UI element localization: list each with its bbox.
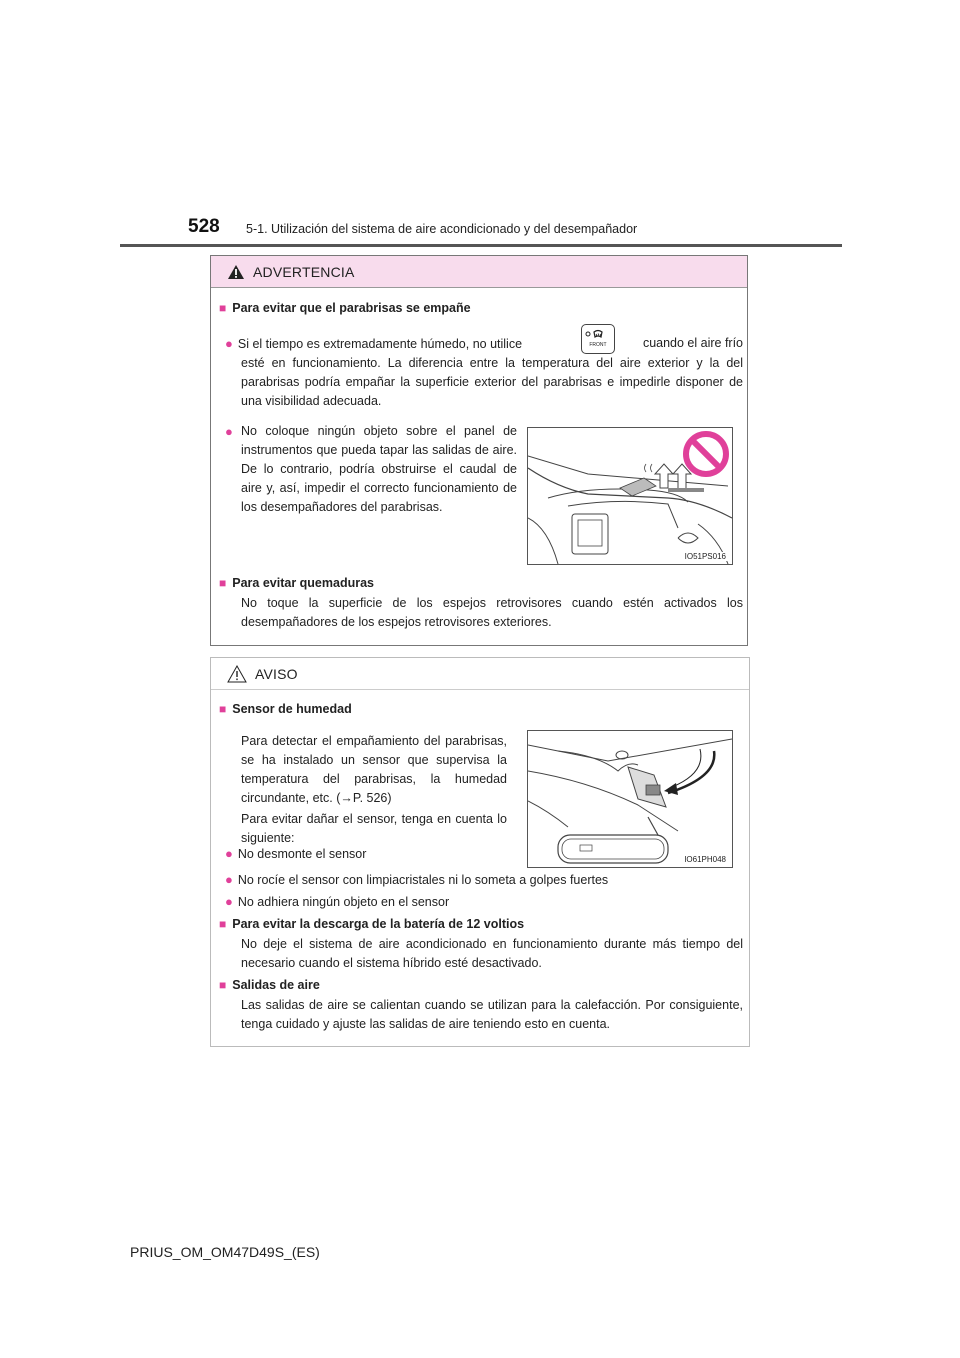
square-bullet-icon: ■ (219, 301, 227, 315)
battery-text: No deje el sistema de aire acondicionado en funcionamiento durante más tiempo del necesario cuando el sistema híbrido esté desactivado. (241, 937, 743, 970)
fog-bullet-end: cuando el aire frío (642, 336, 743, 350)
front-defogger-button-icon (581, 324, 615, 354)
sensor-bullet-3: ● No adhiera ningún objeto en el sensor (225, 894, 450, 909)
fog-heading: ■ Para evitar que el parabrisas se empañe (219, 301, 471, 315)
page-number: 528 (188, 216, 220, 237)
figure1-code: IO51PS016 (684, 552, 726, 561)
round-bullet-icon: ● (225, 894, 233, 909)
warning-box (210, 255, 748, 646)
footer-doc-code: PRIUS_OM_OM47D49S_(ES) (130, 1244, 320, 1260)
notice-box (210, 657, 750, 1047)
notice-header (211, 658, 749, 690)
vents-heading: ■ Salidas de aire (219, 978, 320, 992)
round-bullet-icon: ● (225, 424, 233, 439)
figure2-code: IO61PH048 (684, 855, 726, 864)
fog-bullet-rest: esté en funcionamiento. La diferencia entre la temperatura del aire exterior y la del parabrisas podría empañar la superficie exterior del parabrisas e impedirle disponer de una visibilidad adecuada. (241, 356, 743, 408)
battery-heading: ■ Para evitar la descarga de la batería de 12 voltios (219, 917, 525, 931)
dashboard-illustration (527, 427, 733, 565)
fog-bullet-line1: ● Si el tiempo es extremadamente húmedo, no utilice (225, 336, 523, 351)
svg-text:FRONT: FRONT (589, 342, 607, 348)
humidity-sensor-illustration (527, 730, 733, 868)
header-rule (120, 244, 842, 247)
caution-triangle-icon (227, 665, 247, 683)
square-bullet-icon: ■ (219, 576, 227, 590)
warning-triangle-icon (227, 264, 245, 280)
burn-heading: ■ Para evitar quemaduras (219, 576, 374, 590)
sensor-bullet-1: ● No desmonte el sensor (225, 846, 367, 861)
round-bullet-icon: ● (225, 872, 233, 887)
round-bullet-icon: ● (225, 846, 233, 861)
square-bullet-icon: ■ (219, 702, 227, 716)
sensor-bullet-2: ● No rocíe el sensor con limpiacristales ni lo someta a golpes fuertes (225, 872, 609, 887)
vents-text: Las salidas de aire se calientan cuando se utilizan para la calefacción. Por consiguiente, tenga cuidado y ajuste las salidas de aire teniendo esto en cuenta. (241, 998, 743, 1031)
round-bullet-icon: ● (225, 336, 233, 351)
sensor-text: Para detectar el empañamiento del parabrisas, se ha instalado un sensor que supervisa la temperatura del parabrisas, la humedad circundante, etc. (→P. 526) (241, 734, 507, 805)
section-title: 5-1. Utilización del sistema de aire acondicionado y del desempañador (246, 222, 638, 236)
square-bullet-icon: ■ (219, 978, 227, 992)
burn-text: No toque la superficie de los espejos retrovisores cuando estén activados los desempañadores de los espejos retrovisores exteriores. (241, 596, 743, 629)
sensor-heading: ■ Sensor de humedad (219, 702, 352, 716)
warning-header (211, 256, 747, 288)
sensor-avoid-text: Para evitar dañar el sensor, tenga en cuenta lo siguiente: (241, 812, 507, 845)
notice-title: AVISO (255, 665, 298, 682)
panel-bullet: ● No coloque ningún objeto sobre el panel de instrumentos que pueda tapar las salidas de aire. De lo contrario, podría obstruirse el caudal de aire y, así, impedir el correcto funcionamiento de los desempañadores del parabrisas. (225, 424, 517, 514)
square-bullet-icon: ■ (219, 917, 227, 931)
warning-title: ADVERTENCIA (253, 263, 355, 280)
